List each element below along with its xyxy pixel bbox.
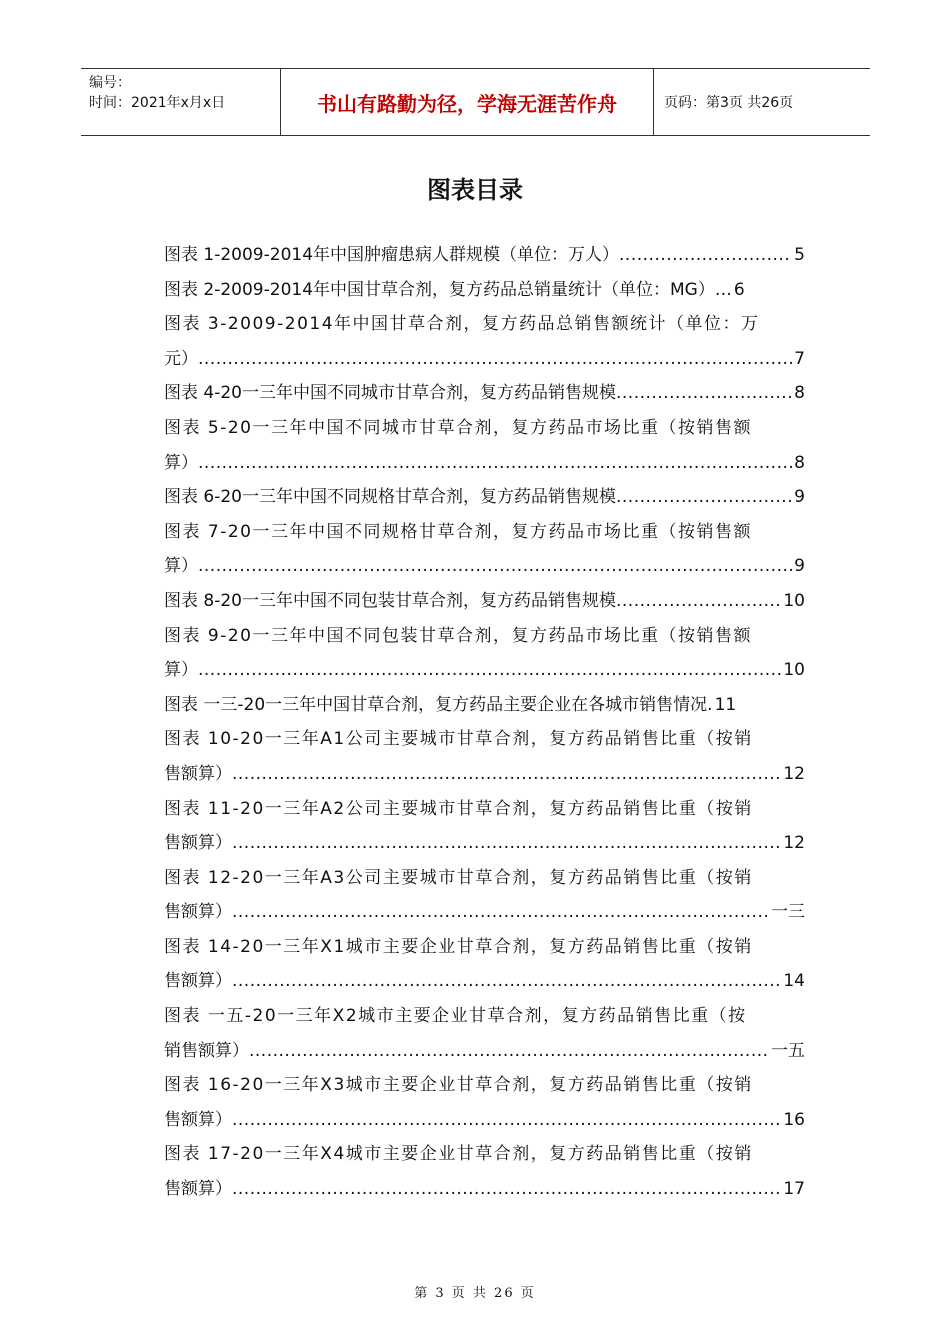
toc-entry-line[interactable] (164, 584, 805, 619)
toc-entry-line[interactable] (164, 307, 805, 342)
page-header (81, 68, 870, 136)
toc-leader-dots (232, 757, 781, 792)
toc-leader-dots (619, 238, 792, 273)
toc-entry-line[interactable] (164, 722, 805, 757)
header-motto: 书山有路勤为径，学海无涯苦作舟 (281, 69, 654, 135)
toc-entry-text: 图表 2-2009-2014年中国甘草合剂，复方药品总销量统计（单位：MG）… (164, 279, 732, 300)
document-date: 时间：2021年x月x日 (89, 95, 226, 111)
toc-leader-dots (616, 584, 781, 619)
toc-entry-line[interactable] (164, 1034, 805, 1069)
toc-entry-text: 图表 一五-20一三年X2城市主要企业甘草合剂，复方药品销售比重（按 (164, 1006, 747, 1027)
toc-entry-text: 算） (164, 452, 198, 473)
toc-leader-dots (198, 446, 792, 481)
page-title: 图表目录 (427, 176, 523, 204)
toc-entry-line[interactable] (164, 792, 805, 827)
toc-page-number: 16 (783, 1109, 805, 1130)
toc-entry-text: 图表 5-20一三年中国不同城市甘草合剂，复方药品市场比重（按销售额 (164, 417, 752, 438)
toc-entry-text: 图表 11-20一三年A2公司主要城市甘草合剂，复方药品销售比重（按销 (164, 798, 753, 819)
toc-entry-text: 售额算） (164, 902, 232, 923)
header-page-info: 页码：第3页 共26页 (664, 95, 794, 111)
toc-leader-dots (232, 1103, 781, 1138)
toc-entry-text: 售额算） (164, 1179, 232, 1200)
toc-page-number: 12 (783, 833, 805, 854)
header-meta (81, 69, 281, 135)
toc-page-number: 10 (783, 660, 805, 681)
toc-entry-text: 图表 14-20一三年X1城市主要企业甘草合剂，复方药品销售比重（按销 (164, 936, 753, 957)
toc-entry-text: 图表 8-20一三年中国不同包装甘草合剂，复方药品销售规模 (164, 590, 616, 611)
toc-entry-text: 售额算） (164, 833, 232, 854)
toc-entry-text: 图表 一三-20一三年中国甘草合剂，复方药品主要企业在各城市销售情况. (164, 694, 713, 715)
toc-entry-line[interactable] (164, 446, 805, 481)
toc-entry-line[interactable] (164, 273, 805, 308)
toc-entry-text: 算） (164, 660, 198, 681)
toc-entry-line[interactable] (164, 757, 805, 792)
page-footer: 第 3 页 共 26 页 (414, 1286, 536, 1301)
toc-page-number: 9 (794, 556, 805, 577)
toc-leader-dots (198, 653, 781, 688)
toc-page-number: 10 (783, 590, 805, 611)
toc-entry-text: 图表 1-2009-2014年中国肿瘤患病人群规模（单位：万人） (164, 245, 620, 265)
toc-leader-dots (232, 895, 769, 930)
toc-page-number: 14 (783, 971, 805, 992)
toc-entry-line[interactable] (164, 1103, 805, 1138)
toc-page-number: 11 (714, 694, 737, 715)
toc-page-number: 7 (794, 348, 805, 369)
toc-entry-line[interactable] (164, 619, 805, 654)
toc-entry-text: 图表 4-20一三年中国不同城市甘草合剂，复方药品销售规模 (164, 383, 616, 404)
toc-page-number: 一三 (771, 902, 805, 923)
toc-entry-text: 图表 10-20一三年A1公司主要城市甘草合剂，复方药品销售比重（按销 (164, 729, 753, 750)
toc-entry-line[interactable] (164, 1068, 805, 1103)
toc-entry-line[interactable] (164, 930, 805, 965)
toc-entry-line[interactable] (164, 411, 805, 446)
toc-page-number: 8 (794, 452, 805, 473)
toc-entry-text: 售额算） (164, 971, 232, 992)
toc-entry-line[interactable] (164, 895, 805, 930)
toc-entry-line[interactable] (164, 515, 805, 550)
toc-leader-dots (232, 964, 781, 999)
toc-page-number: 6 (733, 279, 745, 300)
toc-entry-line[interactable] (164, 688, 805, 723)
toc-entry-text: 图表 6-20一三年中国不同规格甘草合剂，复方药品销售规模 (164, 487, 616, 508)
toc-entry-line[interactable] (164, 238, 805, 273)
toc-entry-line[interactable] (164, 1137, 805, 1172)
toc-entry-text: 售额算） (164, 763, 232, 784)
toc-entry-line[interactable] (164, 653, 805, 688)
toc-leader-dots (232, 1172, 781, 1207)
toc-entry-text: 算） (164, 556, 198, 577)
toc-leader-dots (232, 826, 781, 861)
toc-page-number: 12 (783, 763, 805, 784)
toc-entry-text: 销售额算） (164, 1040, 249, 1061)
toc-page-number: 9 (794, 487, 805, 508)
toc-entry-text: 图表 9-20一三年中国不同包装甘草合剂，复方药品市场比重（按销售额 (164, 625, 752, 646)
toc-leader-dots (616, 376, 792, 411)
toc-page-number: 一五 (771, 1040, 805, 1061)
toc-entry-text: 图表 7-20一三年中国不同规格甘草合剂，复方药品市场比重（按销售额 (164, 521, 752, 542)
toc-entry-text: 图表 16-20一三年X3城市主要企业甘草合剂，复方药品销售比重（按销 (164, 1075, 753, 1096)
toc-leader-dots (249, 1034, 769, 1069)
toc-page-number: 17 (783, 1179, 805, 1200)
toc-entry-line[interactable] (164, 861, 805, 896)
toc-entry-line[interactable] (164, 376, 805, 411)
toc-entry-text: 元） (164, 348, 198, 369)
toc-leader-dots (198, 342, 792, 377)
document-number-label: 编号： (89, 75, 131, 91)
toc-leader-dots (616, 480, 792, 515)
toc-entry-line[interactable] (164, 342, 805, 377)
toc-page-number: 8 (794, 383, 805, 404)
toc-entry-line[interactable] (164, 964, 805, 999)
toc-entry-line[interactable] (164, 1172, 805, 1207)
toc-entry-line[interactable] (164, 999, 805, 1034)
toc-entry-line[interactable] (164, 549, 805, 584)
toc-entry-line[interactable] (164, 480, 805, 515)
toc-entry-text: 图表 12-20一三年A3公司主要城市甘草合剂，复方药品销售比重（按销 (164, 867, 753, 888)
toc-entry-text: 图表 3-2009-2014年中国甘草合剂，复方药品总销售额统计（单位：万 (164, 314, 760, 335)
toc-page-number: 5 (794, 245, 805, 265)
toc-leader-dots (198, 549, 792, 584)
toc-entry-text: 售额算） (164, 1109, 232, 1130)
toc-entry-line[interactable] (164, 826, 805, 861)
toc-entry-text: 图表 17-20一三年X4城市主要企业甘草合剂，复方药品销售比重（按销 (164, 1144, 753, 1165)
table-of-figures (164, 238, 805, 1207)
